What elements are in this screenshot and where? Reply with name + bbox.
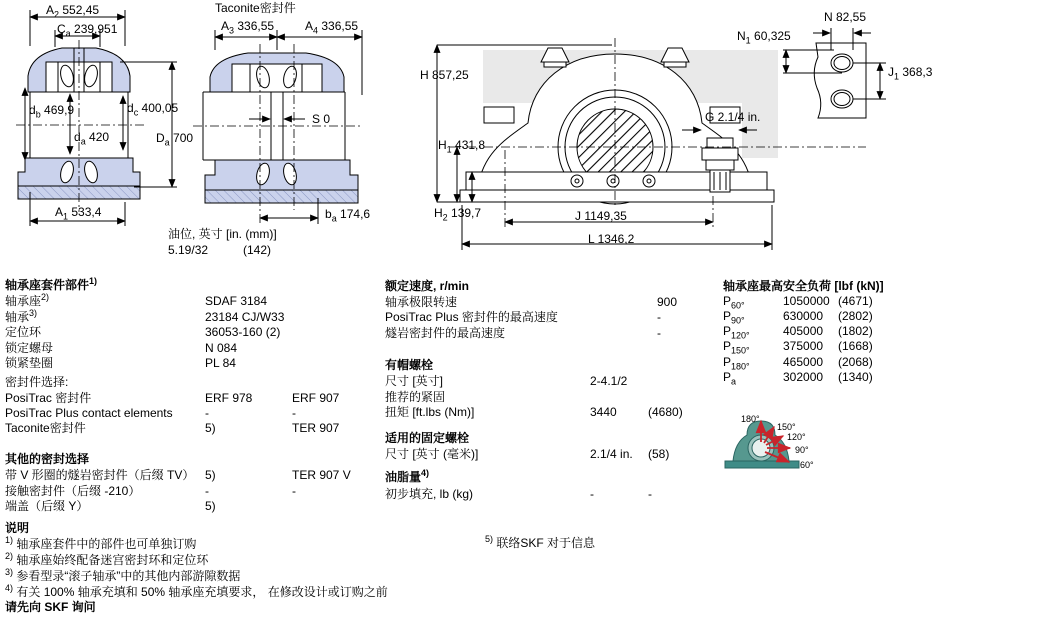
dim-label-h2: $H_2$ 139,7 — [434, 206, 482, 223]
loads-row-kn: (4671) — [838, 294, 873, 308]
attach-bolts-row-value: 2.1/4 in. — [590, 447, 633, 461]
footnote: $^{1)}$ 轴承座套件中的部件也可单独订购 — [5, 535, 197, 551]
loads-row-label: $P_{180^\circ}$ — [723, 355, 750, 372]
grease-row-value: - — [648, 487, 652, 501]
loads-row-lbf: 375000 — [783, 339, 824, 353]
dim-label-a4: $A_4$ 336,55 — [305, 19, 359, 36]
loads-row-lbf: 630000 — [783, 309, 824, 323]
speeds-row-label: PosiTrac Plus 密封件的最高速度 — [385, 310, 558, 324]
parts-row-value: 23184 CJ/W33 — [205, 310, 285, 324]
parts-row-label: 锁定螺母 — [5, 341, 54, 355]
dim-label-dc: $d_c$ 400,05 — [127, 101, 179, 118]
cap-bolts-row-label: 尺寸 [英寸] — [385, 374, 444, 388]
parts-row-value: 36053-160 (2) — [205, 325, 281, 339]
parts-row-label: 轴承座$^{2)}$ — [5, 292, 50, 308]
loads-row-label: $P_a$ — [723, 370, 737, 387]
seals-header: 密封件选择: — [5, 375, 69, 389]
parts-row-label: 轴承$^{3)}$ — [5, 308, 38, 324]
attach-bolts-header: 适用的固定螺栓 — [385, 431, 470, 445]
loads-row-kn: (1802) — [838, 324, 873, 338]
dim-label-n1: $N_1$ 60,325 — [737, 29, 791, 46]
seals-row-value: ERF 978 — [205, 391, 253, 405]
speeds-header: 额定速度, r/min — [385, 279, 470, 293]
speeds-row-label: 燧岩密封件的最高速度 — [385, 326, 506, 340]
speeds-row-label: 轴承极限转速 — [385, 295, 458, 309]
oil-level-label: 油位, 英寸 [in. (mm)] — [168, 227, 277, 241]
dim-label-a1: $A_1$ 533,4 — [55, 205, 102, 222]
dim-label-a2: $A_2$ 552,45 — [46, 3, 100, 20]
other-seals-row-value: 5) — [205, 468, 216, 482]
seals-row-value: TER 907 — [292, 421, 340, 435]
parts-row-label: 定位环 — [5, 325, 42, 339]
seals-row-value: ERF 907 — [292, 391, 340, 405]
dim-label-j: J 1149,35 — [575, 209, 627, 223]
other-seals-row-value: - — [292, 484, 296, 498]
angle-label-120: 120° — [787, 432, 806, 442]
loads-row-lbf: 465000 — [783, 355, 824, 369]
seals-row-value: - — [205, 406, 209, 420]
attach-bolts-row-value: (58) — [648, 447, 670, 461]
footnote-5: $^{5)}$ 联络SKF 对于信息 — [485, 534, 596, 550]
dim-label-g: G 2.1/4 in. — [705, 110, 761, 124]
cap-bolts-row-label: 扭矩 [ft.lbs (Nm)] — [385, 405, 475, 419]
angle-label-180: 180° — [741, 414, 760, 424]
dim-label-ba: $b_a$ 174,6 — [325, 207, 371, 224]
other-seals-row-value: - — [205, 484, 209, 498]
footnote: $^{3)}$ 参看型录“滚子轴承”中的其他内部游隙数据 — [5, 567, 241, 583]
dim-label-j1: $J_1$ 368,3 — [888, 65, 933, 82]
dim-label-ca: $C_a$ 239,951 — [57, 22, 118, 39]
drawing-base-footprint — [783, 28, 886, 118]
taconite-title: Taconite密封件 — [215, 1, 296, 15]
angle-label-150: 150° — [777, 422, 796, 432]
parts-row-label: 锁紧垫圈 — [5, 356, 54, 370]
loads-header: 轴承座最高安全负荷 [lbf (kN)] — [723, 279, 884, 293]
loads-row-label: $P_{120^\circ}$ — [723, 324, 750, 341]
grease-row-label: 初步填充, lb (kg) — [385, 487, 474, 501]
speeds-row-value: - — [657, 310, 661, 324]
grease-row-value: - — [590, 487, 594, 501]
oil-level-mm: (142) — [243, 243, 272, 257]
attach-bolts-row-label: 尺寸 [英寸 (毫米)] — [385, 447, 479, 461]
cap-bolts-row-value: 2-4.1/2 — [590, 374, 628, 388]
dim-label-l: L 1346,2 — [588, 232, 635, 246]
dim-label-n: N 82,55 — [824, 10, 867, 24]
dim-label-h1: $H_1$ 431,8 — [438, 138, 486, 155]
angle-label-60: 60° — [800, 460, 814, 470]
other-seals-row-label: 接触密封件（后缀 -210） — [5, 484, 141, 498]
other-seals-row-value: 5) — [205, 499, 216, 513]
seals-row-label: Taconite密封件 — [5, 421, 86, 435]
cap-bolts-row-value: (4680) — [648, 405, 683, 419]
speeds-row-value: - — [657, 326, 661, 340]
loads-row-lbf: 1050000 — [783, 294, 830, 308]
seals-row-label: PosiTrac 密封件 — [5, 391, 92, 405]
loads-row-lbf: 405000 — [783, 324, 824, 338]
loads-row-label: $P_{60^\circ}$ — [723, 294, 745, 311]
dim-label-h: H 857,25 — [420, 68, 469, 82]
other-seals-row-value: TER 907 V — [292, 468, 351, 482]
parts-row-value: SDAF 3184 — [205, 294, 268, 308]
dim-label-a3: $A_3$ 336,55 — [221, 19, 275, 36]
dim-label-s: S 0 — [312, 112, 331, 126]
other-seals-row-label: 带 V 形圈的燧岩密封件（后缀 TV） — [5, 468, 195, 482]
loads-row-label: $P_{150^\circ}$ — [723, 339, 750, 356]
loads-row-label: $P_{90^\circ}$ — [723, 309, 745, 326]
other-seals-row-label: 端盖（后缀 Y） — [5, 499, 89, 513]
parts-row-value: PL 84 — [205, 356, 236, 370]
loads-row-kn: (2802) — [838, 309, 873, 323]
loads-row-kn: (1668) — [838, 339, 873, 353]
dim-label-da: $d_a$ 420 — [74, 130, 110, 147]
footnote: $^{2)}$ 轴承座始终配备迷宫密封环和定位环 — [5, 551, 209, 567]
drawing-taconite-section — [193, 30, 362, 224]
loads-row-lbf: 302000 — [783, 370, 824, 384]
oil-level-inches: 5.19/32 — [168, 243, 209, 257]
cap-bolts-row-value: 3440 — [590, 405, 617, 419]
seals-row-label: PosiTrac Plus contact elements — [5, 406, 173, 420]
speeds-row-value: 900 — [657, 295, 678, 309]
dim-label-db: $d_b$ 469,9 — [29, 103, 75, 120]
drawing-housing-front — [437, 38, 866, 250]
seals-row-value: - — [292, 406, 296, 420]
footnote-bold-line: 请先向 SKF 询问 — [5, 600, 96, 614]
footnotes-header: 说明 — [5, 521, 30, 535]
cap-bolts-row-label: 推荐的紧固 — [385, 390, 446, 404]
other-seals-header: 其他的密封选择 — [5, 452, 90, 466]
dim-label-Da: $D_a$ 700 — [156, 131, 194, 148]
grease-header: 油脂量$^{4)}$ — [385, 468, 430, 484]
footnote: $^{4)}$ 有关 100% 轴承充填和 50% 轴承座充填要求， 在修改设计或订购之前 — [5, 583, 388, 599]
cap-bolts-header: 有帽螺栓 — [385, 358, 434, 372]
parts-row-value: N 084 — [205, 341, 238, 355]
parts-header: 轴承座套件部件$^{1)}$ — [5, 276, 98, 292]
seals-row-value: 5) — [205, 421, 216, 435]
angle-label-90: 90° — [795, 445, 809, 455]
loads-row-kn: (1340) — [838, 370, 873, 384]
loads-row-kn: (2068) — [838, 355, 873, 369]
